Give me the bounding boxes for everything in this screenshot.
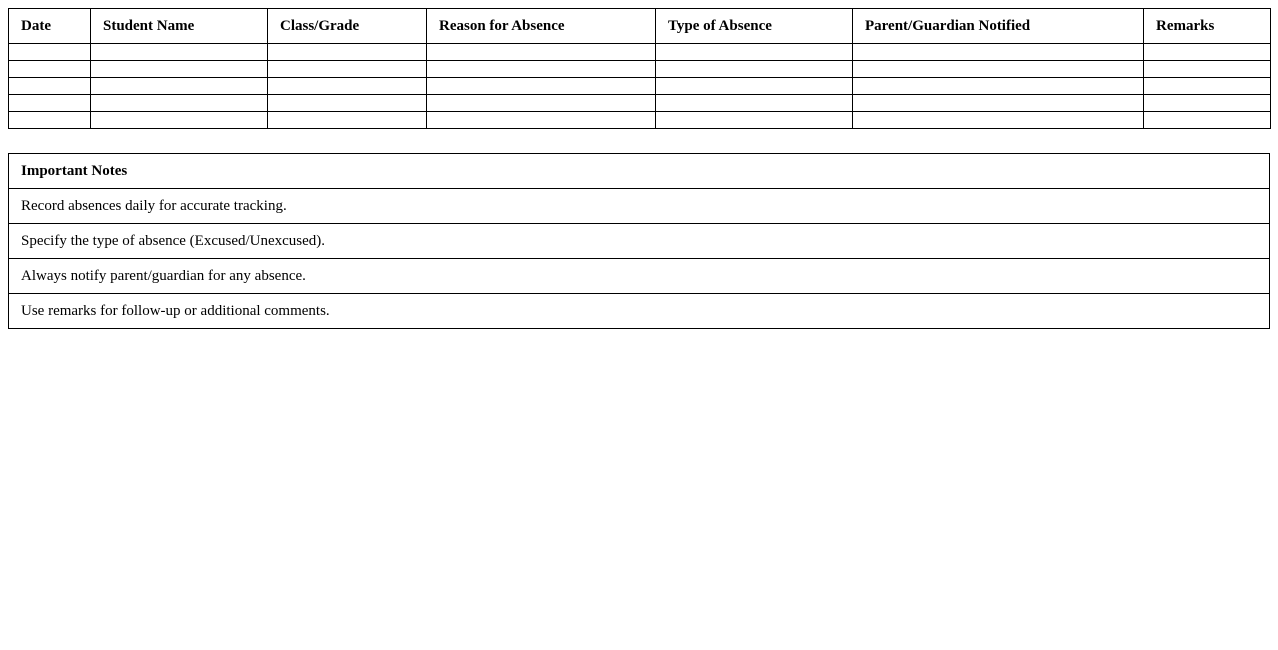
column-header-parent-notified: Parent/Guardian Notified [853,9,1144,44]
table-cell [268,61,427,78]
table-cell [853,112,1144,129]
notes-header-row [9,154,1270,189]
table-cell [1144,95,1271,112]
table-cell [91,61,268,78]
table-cell [1144,78,1271,95]
table-cell [1144,44,1271,61]
table-cell [853,44,1144,61]
table-cell [427,44,656,61]
table-cell [268,44,427,61]
table-cell [1144,61,1271,78]
table-row [9,44,1271,61]
list-item [9,189,1270,224]
table-cell [268,112,427,129]
table-cell [9,61,91,78]
table-cell [427,112,656,129]
table-cell [9,44,91,61]
table-row [9,78,1271,95]
table-cell [9,112,91,129]
table-cell [853,95,1144,112]
list-item [9,259,1270,294]
note-text: Record absences daily for accurate tracking. [9,189,1270,224]
important-notes-table [8,153,1270,329]
table-cell [91,44,268,61]
absence-log-table [8,8,1271,129]
table-cell [91,95,268,112]
table-cell [9,78,91,95]
note-text: Specify the type of absence (Excused/Unexcused). [9,224,1270,259]
column-header-date: Date [9,9,91,44]
table-cell [853,78,1144,95]
table-row [9,95,1271,112]
table-cell [427,78,656,95]
table-row [9,61,1271,78]
list-item [9,294,1270,329]
table-cell [656,61,853,78]
notes-heading: Important Notes [9,154,1270,189]
table-cell [656,78,853,95]
table-header-row [9,9,1271,44]
column-header-reason: Reason for Absence [427,9,656,44]
table-cell [91,78,268,95]
table-cell [656,112,853,129]
table-cell [853,61,1144,78]
table-cell [1144,112,1271,129]
column-header-remarks: Remarks [1144,9,1271,44]
table-cell [427,61,656,78]
note-text: Use remarks for follow-up or additional comments. [9,294,1270,329]
table-cell [656,44,853,61]
column-header-class-grade: Class/Grade [268,9,427,44]
table-cell [268,78,427,95]
table-cell [91,112,268,129]
table-cell [9,95,91,112]
note-text: Always notify parent/guardian for any absence. [9,259,1270,294]
table-cell [268,95,427,112]
table-row [9,112,1271,129]
table-cell [656,95,853,112]
list-item [9,224,1270,259]
column-header-student-name: Student Name [91,9,268,44]
table-cell [427,95,656,112]
column-header-type: Type of Absence [656,9,853,44]
